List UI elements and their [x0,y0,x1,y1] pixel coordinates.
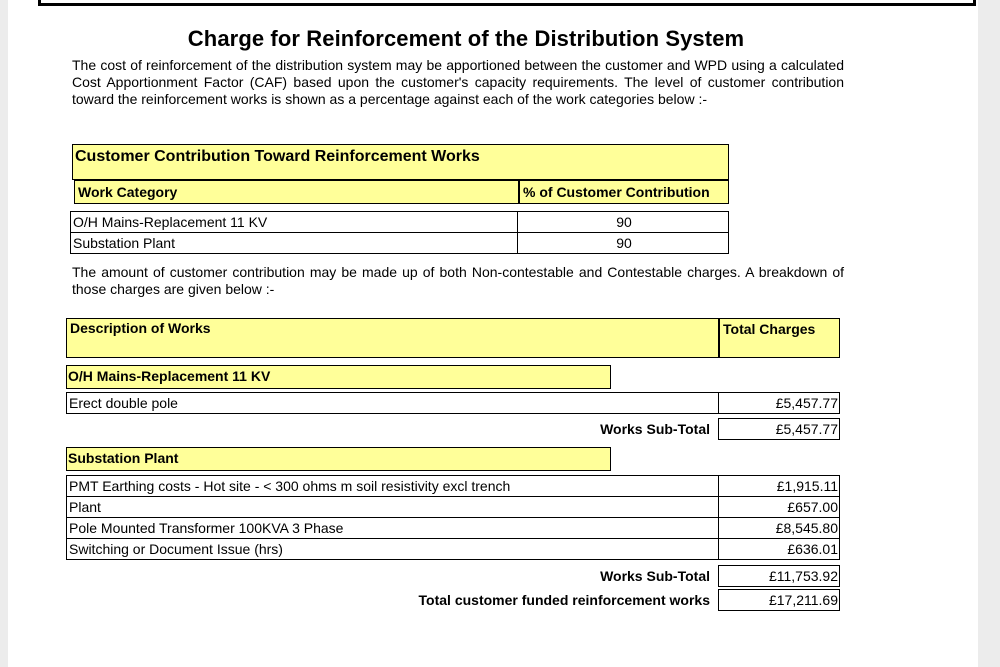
contribution-row-percent [517,211,729,233]
subtotal-amount [718,565,840,587]
charge-item-description-text: Pole Mounted Transformer 100KVA 3 Phase [69,520,344,536]
charge-item-description-text: Plant [69,499,101,515]
contribution-row-percent-text: 90 [616,214,632,230]
top-border-box [38,0,976,6]
charge-item-amount-text: £657.00 [787,499,838,515]
charge-item-description [66,517,719,539]
subtotal-label-text: Works Sub-Total [600,568,710,584]
col-header-total [719,318,840,358]
breakdown-note: The amount of customer contribution may be made up of both Non-contestable and Contestable charges. A breakdown of those charges are given below :- [72,264,844,297]
grand-total-label [308,592,710,608]
col-header-total-text: Total Charges [723,321,816,337]
col-header-description [66,318,719,358]
subtotal-label-text: Works Sub-Total [600,421,710,437]
charge-item-amount [718,538,840,560]
charge-item-amount [718,496,840,518]
grand-total-amount-text: £17,211.69 [768,592,838,608]
section-heading [66,447,611,471]
page-title: Charge for Reinforcement of the Distribution System [187,26,745,51]
charge-item-amount [718,392,840,414]
charge-item-description [66,538,719,560]
subtotal-amount [718,418,840,440]
subtotal-label [408,421,710,437]
charge-item-description-text: Switching or Document Issue (hrs) [69,541,283,557]
contribution-row-category [70,232,518,254]
col-header-work-category-text: Work Category [78,184,178,200]
contribution-row-percent [517,232,729,254]
document-page [8,0,978,667]
contribution-row-category-text: O/H Mains-Replacement 11 KV [73,214,268,230]
contribution-heading-text: Customer Contribution Toward Reinforcement Works [75,148,480,165]
charge-item-description [66,392,719,414]
grand-total-label-text: Total customer funded reinforcement works [418,592,710,608]
subtotal-amount-text: £11,753.92 [768,568,838,584]
section-heading [66,365,611,389]
subtotal-amount-text: £5,457.77 [775,421,838,437]
charge-item-description-text: Erect double pole [69,395,178,411]
contribution-row-category [70,211,518,233]
contribution-row-category-text: Substation Plant [73,235,175,251]
charge-item-amount-text: £5,457.77 [775,395,838,411]
col-header-percent [519,180,729,204]
charge-item-description [66,496,719,518]
section-heading-text: Substation Plant [68,450,179,466]
charge-item-amount [718,475,840,497]
col-header-percent-text: % of Customer Contribution [523,184,710,200]
charge-item-amount-text: £636.01 [787,541,838,557]
col-header-description-text: Description of Works [70,320,211,336]
charge-item-description-text: PMT Earthing costs - Hot site - < 300 ohms m soil resistivity excl trench [69,478,511,494]
charge-item-amount [718,517,840,539]
intro-paragraph: The cost of reinforcement of the distribution system may be apportioned between the customer and WPD using a calculated Cost Apportionment Factor (CAF) based upon the customer's capacity requirements. The level of customer contribution toward the reinforcement works is shown as a percentage against each of the work categories below :- [72,57,844,107]
subtotal-label [408,568,710,584]
contribution-row-percent-text: 90 [616,235,632,251]
charge-item-amount-text: £1,915.11 [776,478,838,494]
grand-total-amount [718,589,840,611]
col-header-work-category [74,180,519,204]
contribution-table-heading [72,144,729,180]
section-heading-text: O/H Mains-Replacement 11 KV [68,368,271,384]
charge-item-amount-text: £8,545.80 [775,520,838,536]
charge-item-description [66,475,719,497]
